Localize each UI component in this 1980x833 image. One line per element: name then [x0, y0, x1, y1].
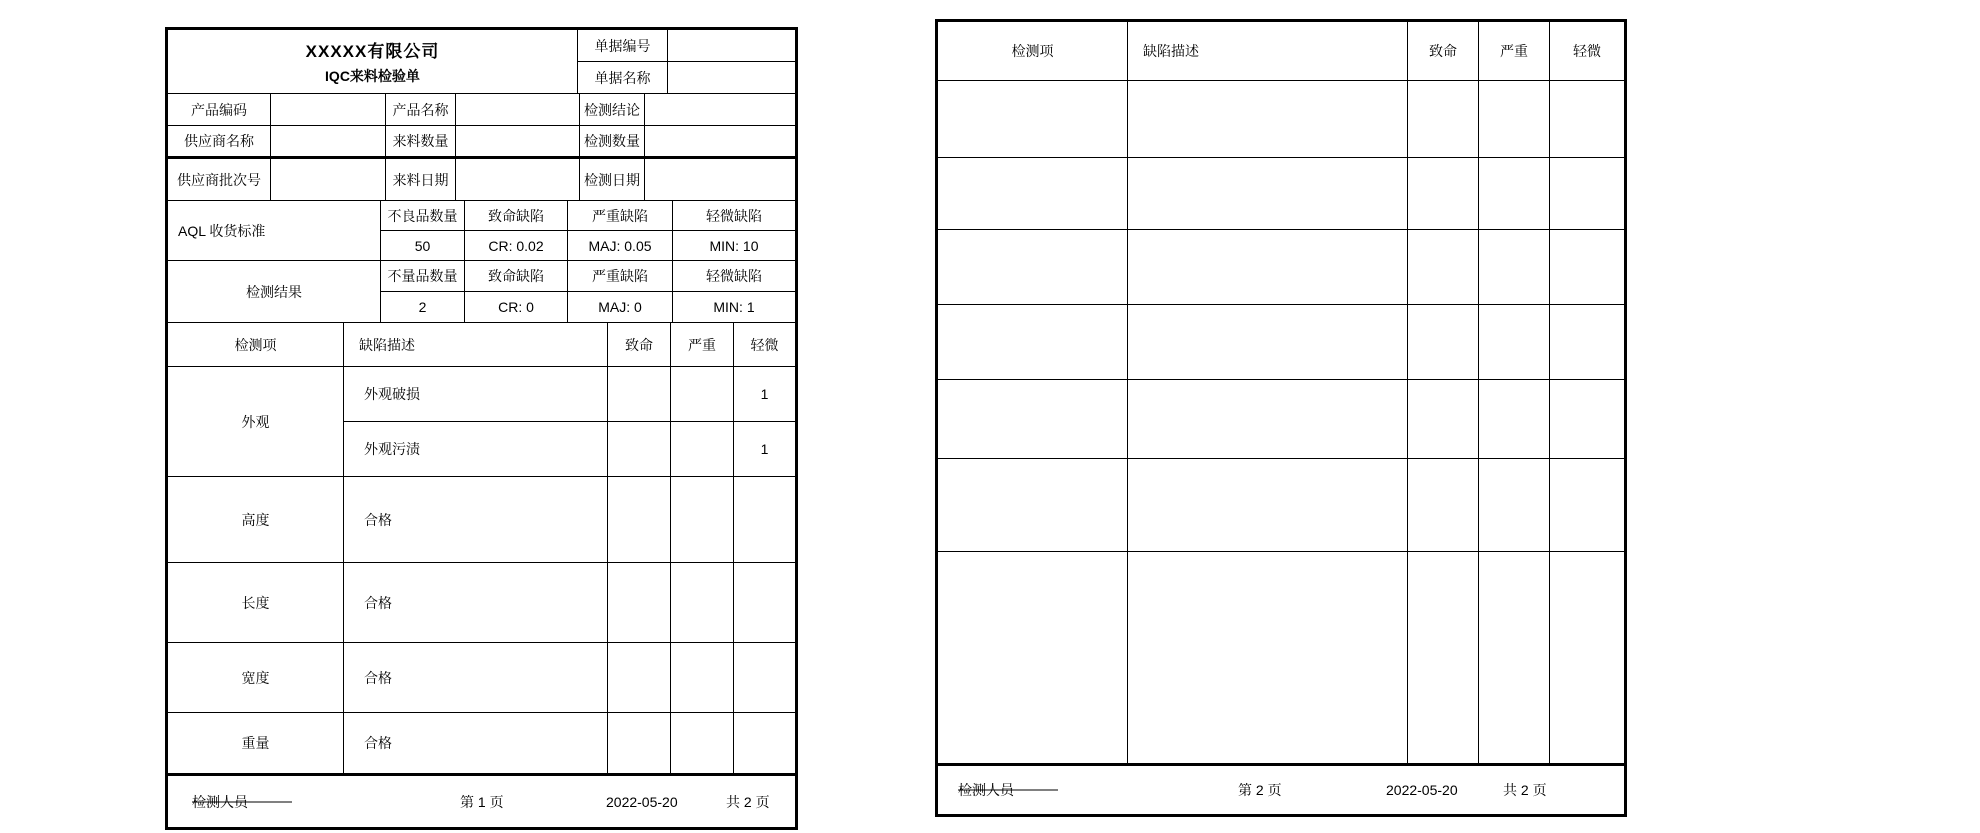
header-inspection-item: 检测项	[938, 22, 1128, 80]
defect-major-cell	[1479, 158, 1550, 229]
result-header-defective-qty: 不量品数量	[381, 261, 465, 291]
result-value-row	[381, 292, 795, 322]
defect-desc-cell	[1128, 459, 1408, 551]
inspector-label: 检测人员	[192, 793, 248, 810]
defect-item-cell	[938, 158, 1128, 229]
doc-name-row	[578, 62, 795, 93]
result-section	[168, 261, 795, 323]
defect-item-cell	[938, 230, 1128, 304]
defect-minor-cell	[1550, 230, 1624, 304]
company-name: XXXXX有限公司	[305, 42, 440, 61]
defect-critical-cell	[608, 367, 671, 421]
defect-minor-cell	[734, 563, 795, 642]
report-date: 2022-05-20	[606, 793, 678, 810]
inspector-signature-line	[192, 801, 292, 802]
defect-major-cell	[671, 563, 734, 642]
defect-desc-cell: 合格	[344, 563, 608, 642]
result-value-critical: CR: 0	[465, 292, 568, 322]
defect-minor-cell	[734, 643, 795, 712]
supplier-batch-label: 供应商批次号	[168, 159, 271, 200]
defect-minor-cell	[1550, 552, 1624, 763]
aql-header-defective-qty: 不良品数量	[381, 201, 465, 230]
inspector-signature-line	[958, 790, 1058, 791]
form-page-1	[165, 27, 798, 830]
defect-critical-cell	[1408, 81, 1479, 157]
info-row-batch	[168, 159, 795, 201]
doc-name-label: 单据名称	[578, 62, 668, 93]
result-header-major: 严重缺陷	[568, 261, 673, 291]
page1-footer	[168, 773, 795, 827]
table-row	[938, 459, 1624, 552]
table-row	[168, 713, 795, 773]
aql-value-critical: CR: 0.02	[465, 231, 568, 260]
defect-desc-cell: 合格	[344, 477, 608, 562]
defect-critical-cell	[608, 563, 671, 642]
defect-major-cell	[671, 477, 734, 562]
result-header-minor: 轻微缺陷	[706, 268, 762, 284]
form-page-2	[935, 19, 1627, 817]
defect-table-header	[168, 323, 795, 367]
info-row-product	[168, 94, 795, 126]
header-inspection-item: 检测项	[168, 323, 344, 366]
result-grid	[381, 261, 795, 322]
table-row	[938, 230, 1624, 305]
defect-major-cell	[671, 422, 734, 476]
page-number: 第 2 页	[1238, 782, 1282, 798]
aql-header-minor: 轻微缺陷	[706, 207, 762, 224]
defect-critical-cell	[1408, 230, 1479, 304]
defect-desc-cell	[1128, 81, 1408, 157]
title-cell	[168, 30, 578, 93]
aql-value-minor: MIN: 10	[709, 237, 759, 254]
page-number: 第 1 页	[460, 793, 504, 810]
doc-no-value	[668, 30, 795, 61]
defect-item-cell	[938, 380, 1128, 458]
defect-minor-cell	[734, 713, 795, 773]
inspection-qty-label: 检测数量	[580, 126, 645, 156]
defect-item-cell: 高度	[168, 477, 344, 562]
defect-critical-cell	[1408, 158, 1479, 229]
defect-item-cell	[938, 305, 1128, 379]
defect-desc-cell: 合格	[344, 643, 608, 712]
report-date: 2022-05-20	[1386, 782, 1458, 798]
defect-critical-cell	[608, 477, 671, 562]
defect-desc-cell: 外观污渍	[344, 422, 608, 476]
incoming-date-value	[456, 159, 580, 200]
supplier-name-value	[271, 126, 386, 156]
defect-critical-cell	[1408, 305, 1479, 379]
defect-minor-cell: 1	[760, 441, 769, 457]
defect-minor-cell	[734, 477, 795, 562]
supplier-name-label: 供应商名称	[168, 126, 271, 156]
defect-critical-cell	[1408, 552, 1479, 763]
incoming-date-label: 来料日期	[386, 159, 456, 200]
defect-item-cell: 重量	[168, 713, 344, 773]
product-name-value	[456, 94, 580, 125]
defect-minor-cell	[1550, 459, 1624, 551]
result-header-critical: 致命缺陷	[465, 261, 568, 291]
defect-desc-cell	[1128, 230, 1408, 304]
doc-fields-box	[578, 30, 795, 93]
aql-value-row	[381, 231, 795, 260]
result-value-major: MAJ: 0	[568, 292, 673, 322]
form-title: IQC来料检验单	[325, 68, 420, 84]
table-row	[168, 477, 795, 563]
defect-table-header	[938, 22, 1624, 81]
doc-name-value	[668, 62, 795, 93]
product-code-label: 产品编码	[168, 94, 271, 125]
header-minor: 轻微	[750, 336, 779, 353]
defect-minor-cell	[1550, 158, 1624, 229]
defect-critical-cell	[1408, 459, 1479, 551]
defect-desc-cell	[1128, 380, 1408, 458]
defect-desc-cell	[1128, 158, 1408, 229]
result-value-defective-qty: 2	[381, 292, 465, 322]
aql-header-major: 严重缺陷	[568, 201, 673, 230]
header-critical: 致命	[1408, 22, 1479, 80]
result-header-row	[381, 261, 795, 292]
page1-title-block	[168, 30, 795, 94]
supplier-batch-value	[271, 159, 386, 200]
defect-item-cell	[938, 552, 1128, 763]
defect-major-cell	[671, 643, 734, 712]
defect-major-cell	[1479, 305, 1550, 379]
aql-value-defective-qty: 50	[381, 231, 465, 260]
header-major: 严重	[1479, 22, 1550, 80]
defect-item-cell: 外观	[168, 367, 344, 476]
defect-minor-cell	[1550, 81, 1624, 157]
defect-item-cell: 宽度	[168, 643, 344, 712]
aql-value-major: MAJ: 0.05	[568, 231, 673, 260]
aql-section	[168, 201, 795, 261]
table-row	[344, 367, 795, 422]
aql-section-label: AQL 收货标准	[168, 201, 381, 260]
table-row	[168, 643, 795, 713]
inspection-date-value	[645, 159, 795, 200]
appearance-subrows	[344, 367, 795, 476]
defect-item-cell	[938, 81, 1128, 157]
defect-item-cell	[938, 459, 1128, 551]
table-row	[938, 305, 1624, 380]
inspection-date-label: 检测日期	[580, 159, 645, 200]
total-pages: 共 2 页	[1503, 782, 1547, 798]
header-defect-desc: 缺陷描述	[344, 323, 608, 366]
info-row-supplier	[168, 126, 795, 159]
defect-major-cell	[1479, 459, 1550, 551]
doc-no-label: 单据编号	[578, 30, 668, 61]
product-name-label: 产品名称	[386, 94, 456, 125]
defect-major-cell	[1479, 552, 1550, 763]
defect-major-cell	[1479, 81, 1550, 157]
table-row	[344, 422, 795, 476]
page2-footer	[938, 763, 1624, 814]
defect-major-cell	[671, 713, 734, 773]
defect-minor-cell	[1550, 305, 1624, 379]
table-row	[168, 563, 795, 643]
incoming-qty-value	[456, 126, 580, 156]
header-major: 严重	[671, 323, 734, 366]
header-minor: 轻微	[1573, 43, 1601, 59]
defect-item-cell: 长度	[168, 563, 344, 642]
table-row	[938, 552, 1624, 763]
incoming-qty-label: 来料数量	[386, 126, 456, 156]
defect-major-cell	[671, 367, 734, 421]
defect-major-cell	[1479, 380, 1550, 458]
defect-desc-cell	[1128, 552, 1408, 763]
defect-critical-cell	[1408, 380, 1479, 458]
inspection-conclusion-value	[645, 94, 795, 125]
doc-no-row	[578, 30, 795, 62]
defect-desc-cell: 外观破损	[344, 367, 608, 421]
defect-minor-cell	[1550, 380, 1624, 458]
table-row-appearance-group	[168, 367, 795, 477]
aql-header-critical: 致命缺陷	[465, 201, 568, 230]
inspection-qty-value	[645, 126, 795, 156]
defect-minor-cell: 1	[760, 386, 769, 402]
aql-header-row	[381, 201, 795, 231]
defect-critical-cell	[608, 422, 671, 476]
total-pages: 共 2 页	[726, 793, 770, 810]
defect-critical-cell	[608, 713, 671, 773]
header-defect-desc: 缺陷描述	[1128, 22, 1408, 80]
product-code-value	[271, 94, 386, 125]
result-value-minor: MIN: 1	[713, 299, 755, 315]
defect-critical-cell	[608, 643, 671, 712]
table-row	[938, 380, 1624, 459]
result-section-label: 检测结果	[168, 261, 381, 322]
header-critical: 致命	[608, 323, 671, 366]
defect-major-cell	[1479, 230, 1550, 304]
defect-desc-cell: 合格	[344, 713, 608, 773]
defect-desc-cell	[1128, 305, 1408, 379]
table-row	[938, 81, 1624, 158]
inspection-conclusion-label: 检测结论	[580, 94, 645, 125]
inspector-label: 检测人员	[958, 782, 1014, 798]
aql-grid	[381, 201, 795, 260]
table-row	[938, 158, 1624, 230]
